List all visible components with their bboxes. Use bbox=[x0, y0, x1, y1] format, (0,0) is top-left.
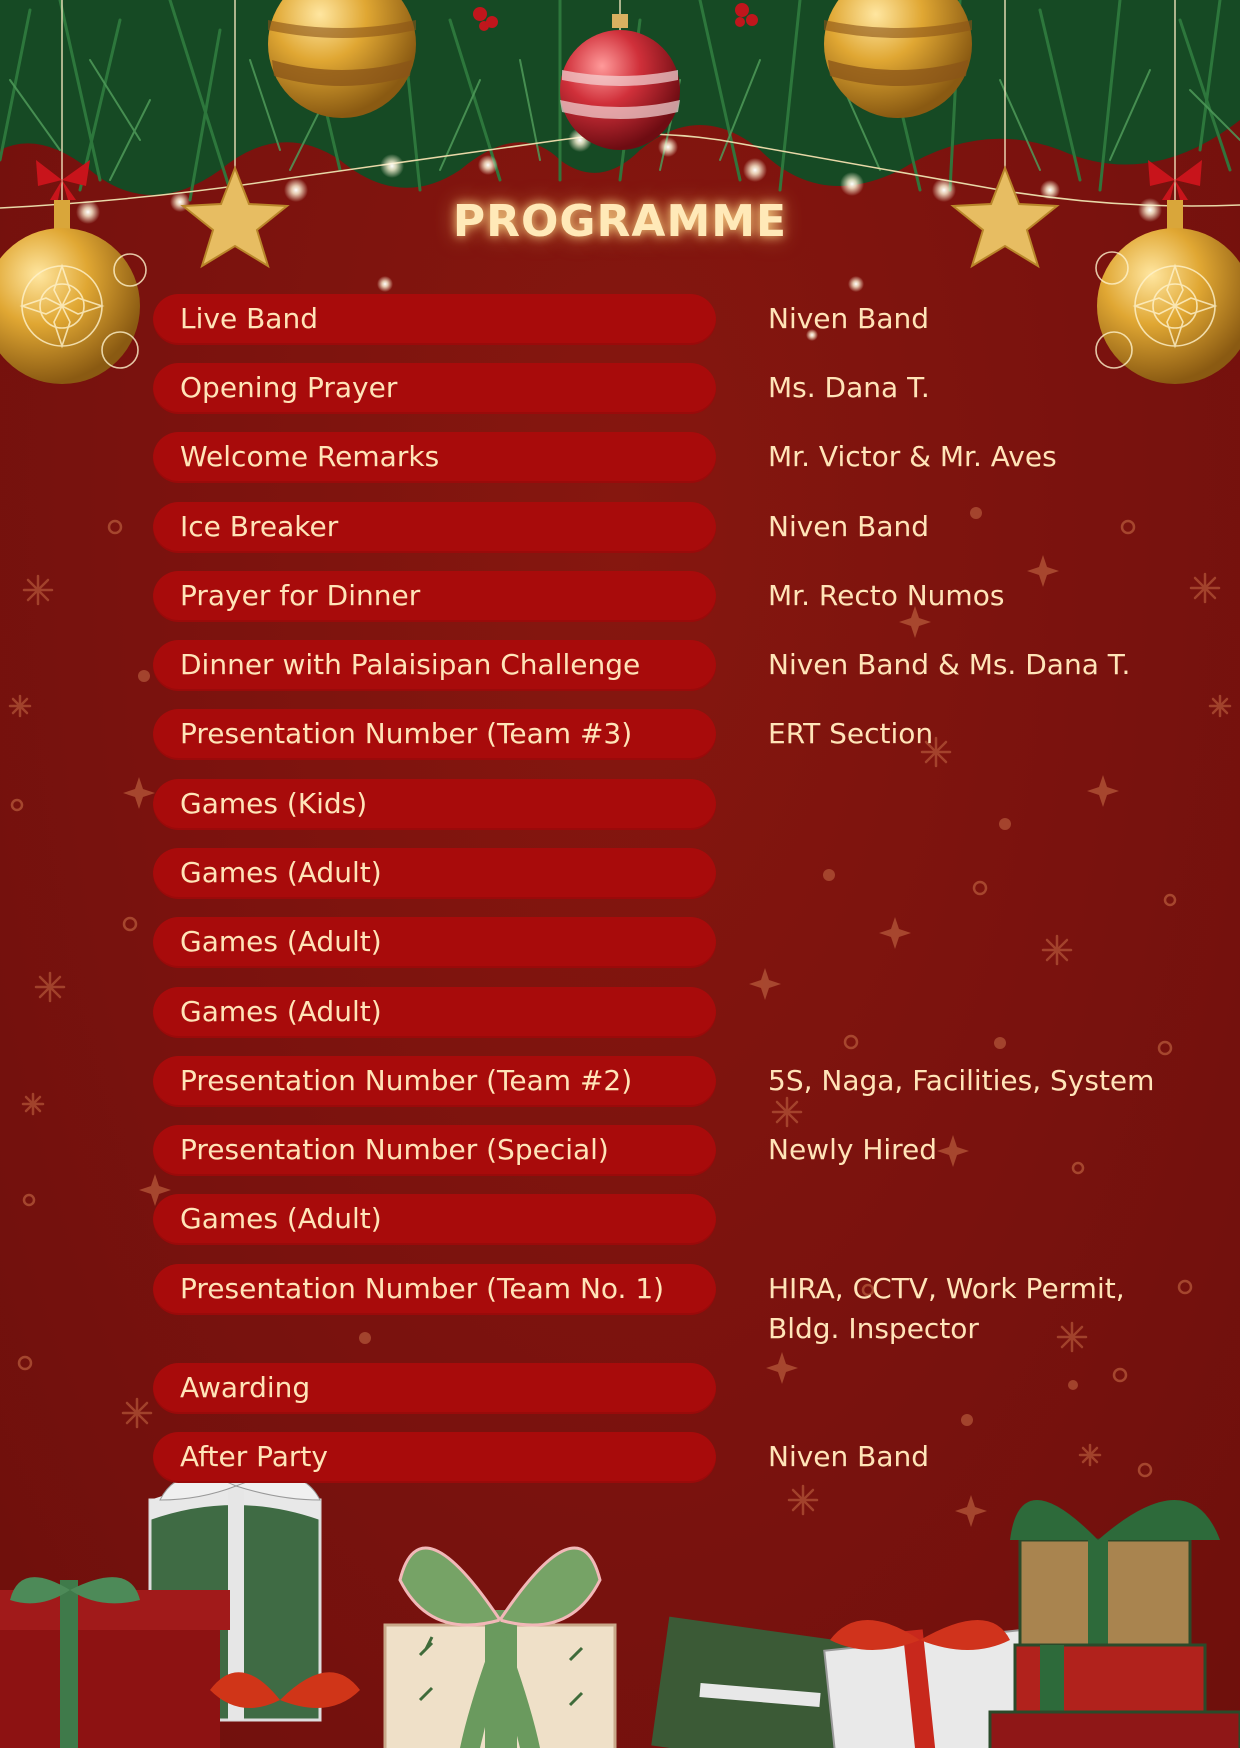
programme-item-label: Welcome Remarks bbox=[180, 440, 440, 473]
programme-performer: Mr. Victor & Mr. Aves bbox=[768, 440, 1057, 473]
programme-item-label: Games (Kids) bbox=[180, 787, 368, 820]
programme-item-pill bbox=[153, 1432, 716, 1483]
programme-item-label: Games (Adult) bbox=[180, 925, 382, 958]
programme-performer: Niven Band bbox=[768, 1440, 930, 1473]
programme-item-pill bbox=[153, 294, 716, 345]
programme-item-label: Games (Adult) bbox=[180, 995, 382, 1028]
programme-performer: Ms. Dana T. bbox=[768, 371, 930, 404]
programme-item-pill bbox=[153, 640, 716, 691]
programme-performer: Niven Band bbox=[768, 302, 930, 335]
programme-performer: 5S, Naga, Facilities, System bbox=[768, 1064, 1155, 1097]
programme-item-label: Dinner with Palaisipan Challenge bbox=[180, 648, 641, 681]
programme-performer: ERT Section bbox=[768, 717, 934, 750]
programme-performer bbox=[768, 779, 1188, 784]
programme-performer: Newly Hired bbox=[768, 1133, 938, 1166]
programme-item-label: Prayer for Dinner bbox=[180, 579, 421, 612]
programme-performer bbox=[768, 1363, 1188, 1368]
gift-box-stack-right bbox=[990, 1500, 1240, 1748]
programme-item-pill bbox=[153, 432, 716, 483]
programme-item-pill bbox=[153, 1125, 716, 1176]
programme-item-pill bbox=[153, 1363, 716, 1414]
programme-performer bbox=[768, 848, 1188, 853]
programme-performer bbox=[768, 987, 1188, 992]
programme-item-label: Live Band bbox=[180, 302, 318, 335]
page-title: PROGRAMME bbox=[452, 196, 788, 247]
programme-item-label: Opening Prayer bbox=[180, 371, 398, 404]
programme-item-label: Awarding bbox=[180, 1371, 311, 1404]
programme-item-pill bbox=[153, 1194, 716, 1245]
programme-item-pill bbox=[153, 709, 716, 760]
programme-performer: Mr. Recto Numos bbox=[768, 579, 1005, 612]
programme-item-pill bbox=[153, 917, 716, 968]
gift-box-cream-center bbox=[385, 1548, 615, 1748]
programme-performer: Niven Band & Ms. Dana T. bbox=[768, 648, 1131, 681]
programme-item-label: Presentation Number (Team No. 1) bbox=[180, 1272, 665, 1305]
programme-item-label: Games (Adult) bbox=[180, 856, 382, 889]
programme-item-label: Presentation Number (Team #2) bbox=[180, 1064, 633, 1097]
programme-performer bbox=[768, 1194, 1188, 1199]
programme-item-label: Presentation Number (Team #3) bbox=[180, 717, 633, 750]
programme-performer: HIRA, CCTV, Work Permit, Bldg. Inspector bbox=[768, 1272, 1125, 1345]
programme-performer: Niven Band bbox=[768, 510, 930, 543]
programme-item-pill bbox=[153, 1264, 716, 1315]
programme-item-label: Presentation Number (Special) bbox=[180, 1133, 609, 1166]
programme-item-label: Ice Breaker bbox=[180, 510, 339, 543]
programme-item-pill bbox=[153, 502, 716, 553]
programme-item-label: Games (Adult) bbox=[180, 1202, 382, 1235]
programme-item-pill bbox=[153, 363, 716, 414]
programme-item-pill bbox=[153, 571, 716, 622]
programme-performer bbox=[768, 917, 1188, 922]
programme-item-label: After Party bbox=[180, 1440, 328, 1473]
programme-item-pill bbox=[153, 1056, 716, 1107]
programme-item-pill bbox=[153, 987, 716, 1038]
programme-item-pill bbox=[153, 779, 716, 830]
programme-item-pill bbox=[153, 848, 716, 899]
gift-box-red-left bbox=[0, 1577, 230, 1748]
